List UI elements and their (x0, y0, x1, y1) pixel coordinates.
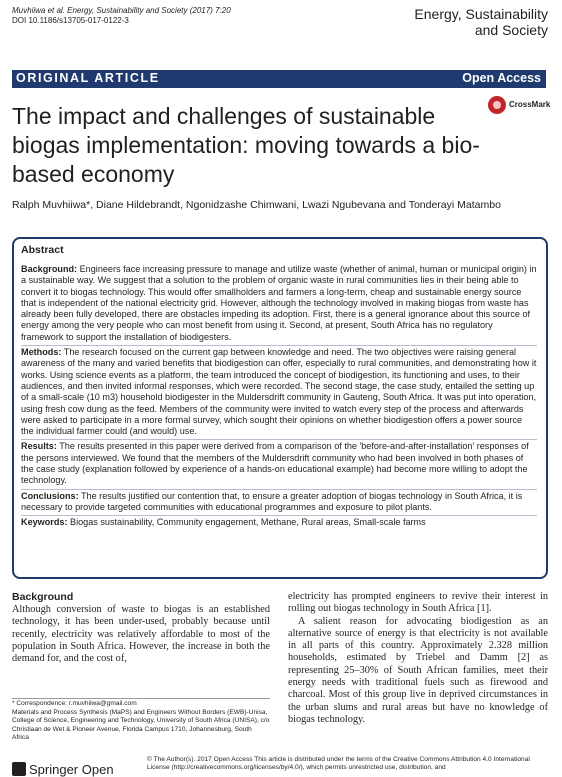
abstract-results (21, 441, 537, 489)
abstract-background (21, 264, 537, 346)
body-paragraph: A salient reason for advocating biodigestion as an alternative source of energy is that electricity is not available in all parts of this country. Approximately 2.328 million households, estimated by Triebel and Damm [2] as representing 25–30% of South African families, meet their energy needs with traditional fuels such as firewood and charcoal. Most of this group live in deprived circumstances in the urban slums and rural areas but have no knowledge of biogas technology. (288, 615, 548, 725)
open-access-label: Open Access (462, 71, 541, 85)
abstract-keywords (21, 517, 537, 530)
abstract-background-label: Background: (21, 264, 78, 274)
publisher-logo[interactable] (12, 762, 114, 777)
article-title: The impact and challenges of sustainable biogas implementation: moving towards a bio-based economy (12, 103, 480, 187)
abstract-methods (21, 347, 537, 440)
correspondence-email[interactable]: * Correspondence: r.muvhiiwa@gmail.com (12, 700, 137, 707)
license-text: © The Author(s). 2017 Open Access This article is distributed under the terms of the Creative Commons Attribution 4.0 International License (http://creativecommons.org/licenses/by/4.0/), which permits unrestricted use, distribution, and (147, 756, 530, 772)
crossmark-icon (488, 96, 506, 114)
abstract-conclusions (21, 491, 537, 517)
body-paragraph: Although conversion of waste to biogas is an established technology, it has been under-used, probably because until recently, electricity was relatively affordable to most of the population in South Africa. However, the increase in both the demand for, and the cost of, (12, 604, 270, 665)
citation-line: Muvhiiwa et al. Energy, Sustainability and Society (2017) 7:20 (12, 6, 231, 15)
abstract-heading: Abstract (21, 244, 64, 256)
body-column-left (12, 604, 270, 665)
running-header (12, 6, 231, 26)
section-heading-background: Background (12, 591, 74, 603)
abstract-results-label: Results: (21, 441, 57, 452)
abstract-keywords-label: Keywords: (21, 517, 68, 528)
correspondence-footnote (12, 700, 270, 743)
journal-name-line2: and Society (474, 22, 548, 38)
article-type-band (12, 70, 546, 88)
springer-horse-icon (12, 762, 26, 776)
abstract-conclusions-text: The results justified our contention that, to ensure a greater adoption of biogas technology in South Africa, it is necessary to provide targeted communities with educational programmes and exposure to pilot plants. (21, 490, 523, 512)
body-paragraph: electricity has prompted engineers to revive their interest in rolling out biogas technology in South Africa [1]. (288, 591, 548, 615)
abstract-keywords-text: Biogas sustainability, Community engagement, Methane, Rural areas, Small-scale farms (67, 517, 426, 528)
abstract-results-text: The results presented in this paper were derived from a comparison of the 'before-and-after-installation' responses of the persons interviewed. We found that the members of the Muldersdrift community who had been involved in both phases of the case study (explanation followed by experience of a hands-on educational example) had become more willing to adopt the technology. (21, 441, 529, 486)
crossmark-label: CrossMark (509, 100, 551, 109)
abstract-methods-text: The research focused on the current gap between knowledge and need. The two objectives were raising general awareness of the many and varied benefits that biodigestion can offer, especially to rural communities, and demonstrating how it works. Using science events as a platform, the team introduced the concept of biodigestion, its functioning and uses, to their audiences, and then invited informal responses, which were recorded. The second stage, the case study, entailed the setting up of a small-scale (10 m3) household biodigester in the Muldersdrift community in Gauteng, South Africa. It was put into operation, using fresh cow dung as the feed. Members of the community were invited to watch every step of the process and afterwards were asked to participate in a more formal survey, which sought their opinions on whether biodigestion offers a power source the individual farmer could (and would) use. (21, 347, 537, 437)
author-affiliation: Materials and Process Synthesis (MaPS) and Engineers Without Borders (EWB)-Unisa, College of Science, Engineering and Technology, University of South Africa (UNISA), c/o Christiaan de Wet & Pioneer Avenue, Florida Campus 1710, Johannesburg, South Africa (12, 708, 270, 742)
abstract-background-text: Engineers face increasing pressure to manage and utilize waste (whether of animal, human or municipal origin) in a sustainable way. We suggest that a solution to the problem of organic waste in rural communities lies in their being able to convert it to biogas technology. This would offer smallholders and farmers a long-term, cheap and sustainable energy source that is independent of the national electricity grid. However, although the technology involved in making biogas from waste has already been fully developed, there are obstacles impeding its adoption. First, there is a general ignorance about this source of energy among the very people who can most benefit from using it. Second, at present, South Africa has no regulatory framework to support the installation of biodigesters. (21, 264, 537, 342)
publisher-name: Springer Open (29, 762, 114, 777)
crossmark-badge[interactable] (488, 96, 551, 118)
abstract-conclusions-label: Conclusions: (21, 490, 79, 501)
abstract-box (12, 237, 548, 579)
abstract-body (21, 264, 537, 532)
author-list: Ralph Muvhiiwa*, Diane Hildebrandt, Ngonidzashe Chimwani, Lwazi Ngubevana and Tonderayi Matambo (12, 199, 501, 211)
abstract-methods-label: Methods: (21, 347, 62, 358)
journal-name-line1: Energy, Sustainability (414, 6, 548, 22)
journal-name (414, 6, 548, 38)
doi-line[interactable]: DOI 10.1186/s13705-017-0122-3 (12, 16, 129, 25)
body-column-right (288, 591, 548, 726)
footnote-divider (12, 698, 270, 699)
article-type-label: ORIGINAL ARTICLE (16, 71, 160, 85)
